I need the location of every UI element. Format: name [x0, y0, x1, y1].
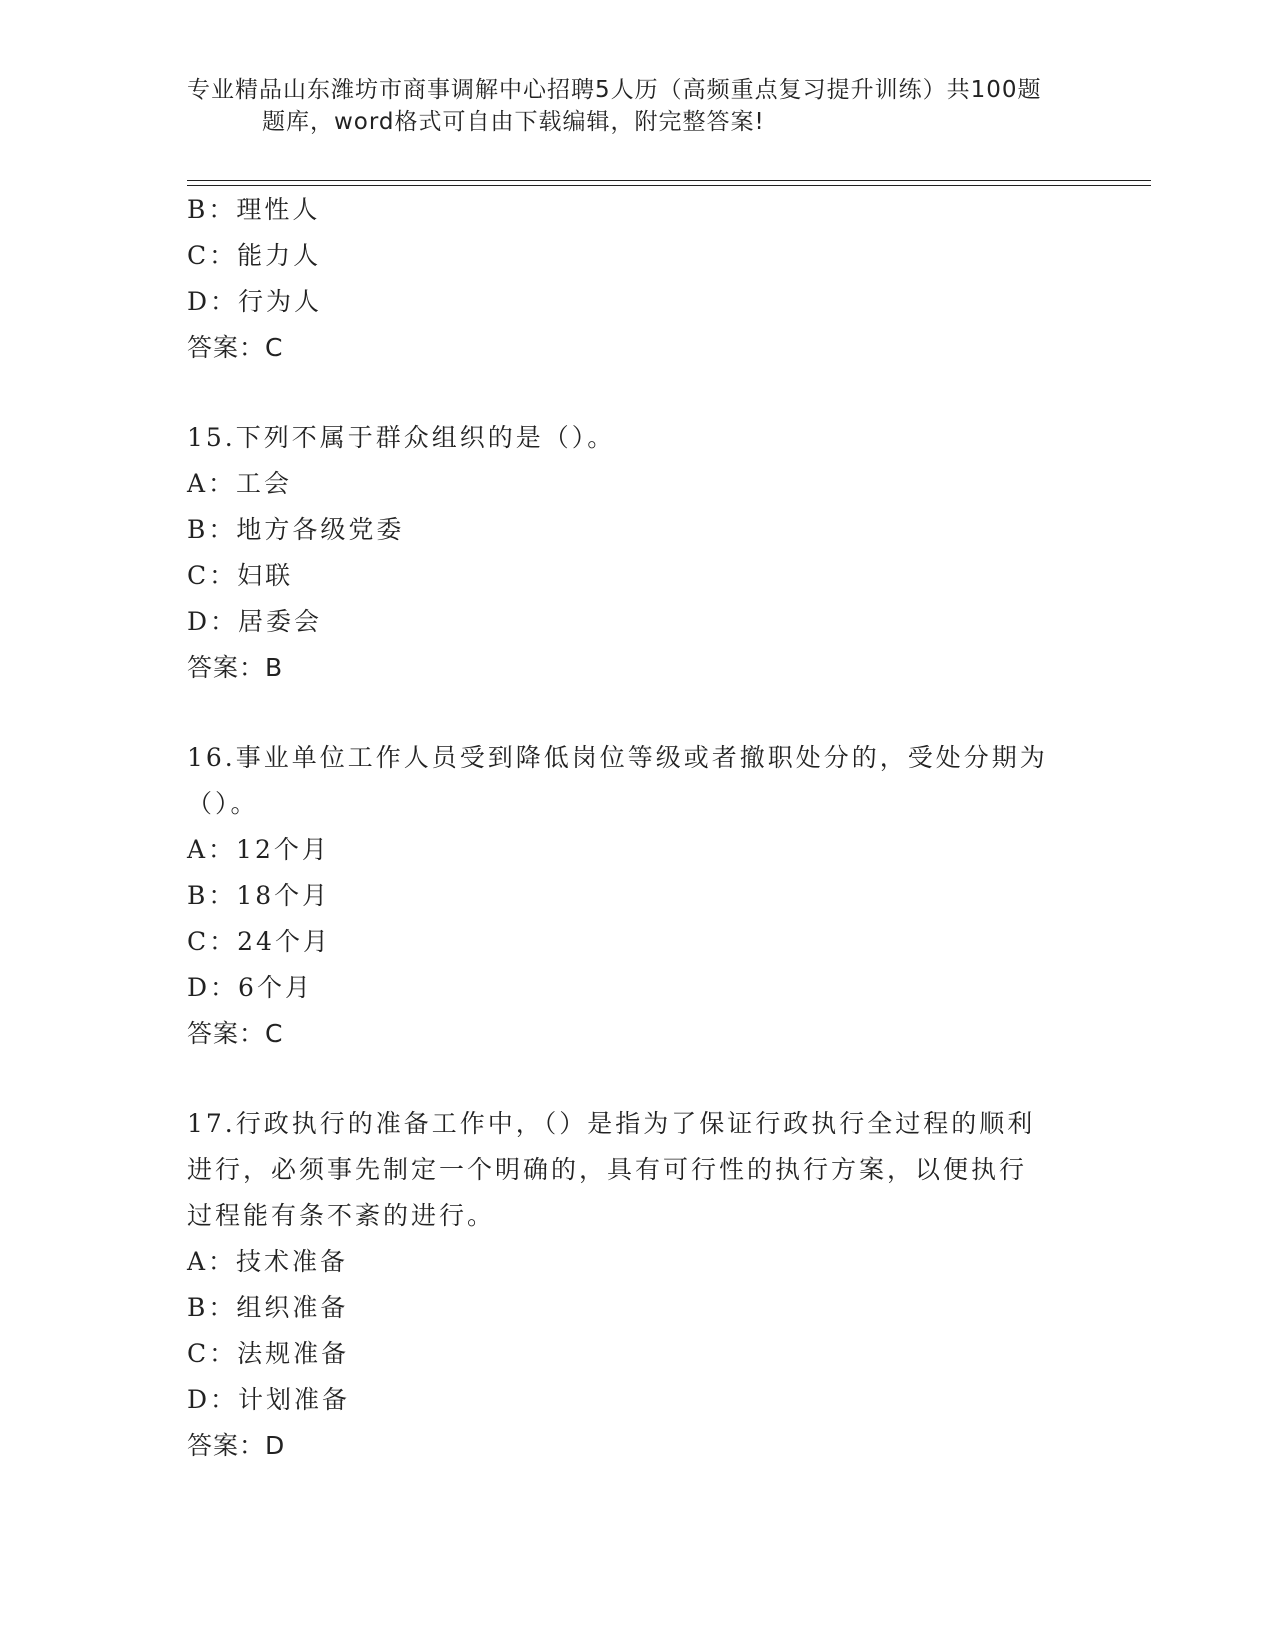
- question-list: [187, 187, 1087, 1469]
- option-d: D：计划准备: [187, 1385, 351, 1414]
- option-b: B：18个月: [187, 881, 331, 910]
- answer-line: 答案：C: [187, 333, 284, 362]
- option-b: B：地方各级党委: [187, 515, 405, 544]
- document-header: [0, 74, 1275, 138]
- header-title-line-1: 专业精品山东潍坊市商事调解中心招聘5人历（高频重点复习提升训练）共100题: [187, 77, 1042, 103]
- stem-line: 17.行政执行的准备工作中，（）是指为了保证行政执行全过程的顺利: [187, 1109, 1036, 1138]
- answer-line: 答案：C: [187, 1019, 284, 1048]
- header-rule-bottom: [187, 185, 1151, 186]
- option-d: D：居委会: [187, 607, 323, 636]
- option-a: A：工会: [187, 469, 293, 498]
- question-block-17: [187, 1101, 1087, 1469]
- header-rule-top: [187, 180, 1151, 181]
- stem-line: 过程能有条不紊的进行。: [187, 1201, 496, 1230]
- question-stem: [187, 1101, 1087, 1239]
- answer-line: 答案：B: [187, 653, 284, 682]
- stem-line: （）。: [187, 789, 259, 818]
- option-b: B：组织准备: [187, 1293, 349, 1322]
- stem-line: 16.事业单位工作人员受到降低岗位等级或者撤职处分的，受处分期为: [187, 743, 1048, 772]
- question-stem: [187, 415, 1087, 461]
- stem-line: 进行，必须事先制定一个明确的，具有可行性的执行方案，以便执行: [187, 1155, 1028, 1184]
- question-block-16: [187, 735, 1087, 1057]
- option-c: C：妇联: [187, 561, 294, 590]
- stem-line: 15.下列不属于群众组织的是（）。: [187, 423, 616, 452]
- answer-line: 答案：D: [187, 1431, 286, 1460]
- question-block-previous: [187, 187, 1087, 371]
- option-b: B：理性人: [187, 195, 321, 224]
- option-c: C：24个月: [187, 927, 331, 956]
- option-a: A：12个月: [187, 835, 330, 864]
- option-a: A：技术准备: [187, 1247, 349, 1276]
- question-stem: [187, 735, 1087, 827]
- option-c: C：法规准备: [187, 1339, 350, 1368]
- option-c: C：能力人: [187, 241, 322, 270]
- option-d: D：6个月: [187, 973, 313, 1002]
- option-d: D：行为人: [187, 287, 323, 316]
- question-block-15: [187, 415, 1087, 691]
- header-title-line-2: 题库，word格式可自由下载编辑，附完整答案!: [262, 109, 765, 135]
